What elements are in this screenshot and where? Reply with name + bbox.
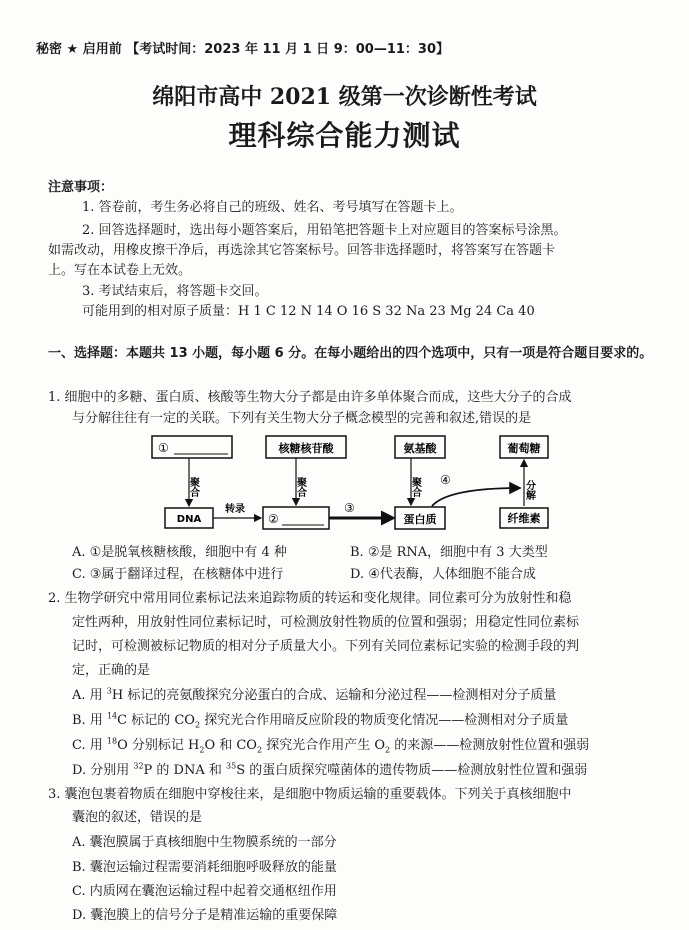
q1-stem-line: 1. 细胞中的多糖、蛋白质、核酸等生物大分子都是由许多单体聚合而成，这些大分子的合成: [48, 390, 572, 405]
exam-subject-title: 理科综合能力测试: [228, 119, 461, 152]
q1-option-b: B. ②是 RNA，细胞中有 3 大类型: [350, 545, 548, 560]
q2-option-d: D. 分别用 $^{32}$P 的 DNA 和 $^{35}$S 的蛋白质探究噬菌体的遗传物质——检测放射性位置和强弱: [72, 761, 588, 778]
box-dna-label: DNA: [176, 514, 202, 525]
note-line: 2. 回答选择题时，选出每小题答案后，用铅笔把答题卡上对应题目的答案标号涂黑。: [82, 223, 567, 238]
note-line: 1. 答卷前，考生务必将自己的班级、姓名、考号填写在答题卡上。: [82, 200, 463, 215]
q3-option-c: C. 内质网在囊泡运输过程中起着交通枢纽作用: [72, 884, 337, 899]
q2-stem-line: 定，正确的是: [72, 663, 151, 678]
note-line: 如需改动，用橡皮擦干净后，再选涂其它答案标号。回答非选择题时，将答案写在答题卡: [48, 243, 556, 258]
atomic-mass-line: 可能用到的相对原子质量：H 1 C 12 N 14 O 16 S 32 Na 23 Mg 24 Ca 40: [82, 304, 535, 319]
q2-option-b: B. 用 $^{14}$C 标记的 $CO_2$ 探究光合作用暗反应阶段的物质变化情况——检测相对分子质量: [72, 711, 569, 730]
polymerize-label: 聚合: [409, 477, 421, 497]
box-1-label: ①: [158, 441, 169, 455]
q3-option-b: B. 囊泡运输过程需要消耗细胞呼吸释放的能量: [72, 860, 337, 875]
exam-title: 绵阳市高中 2021 级第一次诊断性考试: [152, 84, 537, 110]
note-line: 上。写在本试卷上无效。: [48, 263, 192, 278]
box-glucose-label: 葡萄糖: [507, 442, 541, 455]
q3-stem-line: 囊泡的叙述，错误的是: [72, 810, 203, 825]
section-heading: 一、选择题：本题共 13 小题，每小题 6 分。在每小题给出的四个选项中，只有一项是符合题目要求的。: [48, 346, 653, 361]
arrow-3-label: ③: [344, 501, 355, 515]
q1-stem-line: 与分解往往有一定的关联。下列有关生物大分子概念模型的完善和叙述,错误的是: [72, 411, 532, 426]
arrow-4-label: ④: [440, 473, 451, 487]
q2-option-a: A. 用 $^3$H 标记的亮氨酸探究分泌蛋白的合成、运输和分泌过程——检测相对分子质量: [72, 686, 557, 703]
polymerize-label: 聚合: [294, 477, 306, 497]
q3-option-a: A. 囊泡膜属于真核细胞中生物膜系统的一部分: [72, 835, 337, 850]
box-nucleotide-label: 核糖核苷酸: [278, 442, 334, 455]
q1-option-d: D. ④代表酶，人体细胞不能合成: [350, 567, 536, 582]
q3-option-d: D. 囊泡膜上的信号分子是精准运输的重要保障: [72, 908, 338, 923]
q3-stem-line: 3. 囊泡包裹着物质在细胞中穿梭往来，是细胞中物质运输的重要载体。下列关于真核细胞中: [48, 787, 572, 802]
note-line: 3. 考试结束后，将答题卡交回。: [82, 284, 268, 299]
q1-option-a: A. ①是脱氧核糖核酸，细胞中有 4 种: [72, 545, 287, 560]
decompose-label: 分解: [523, 480, 535, 500]
notes-heading: 注意事项：: [48, 180, 114, 195]
box-2-label: ②: [268, 512, 279, 526]
q1-option-c: C. ③属于翻译过程，在核糖体中进行: [72, 567, 284, 582]
box-cellulose-label: 纤维素: [507, 512, 541, 525]
exam-secret-line: 秘密 ★ 启用前 【考试时间：2023 年 11 月 1 日 9：00—11：30】: [36, 42, 450, 57]
polymerize-label: 聚合: [187, 477, 199, 497]
q2-option-c: C. 用 $^{18}$O 分别标记 $H_2O$ 和 $CO_2$ 探究光合作用产生 $O_2$ 的来源——检测放射性位置和强弱: [72, 736, 590, 755]
transcribe-label: 转录: [225, 504, 245, 515]
q2-stem-line: 定性两种，用放射性同位素标记时，可检测放射性物质的位置和强弱；用稳定性同位素标: [72, 615, 580, 630]
q2-stem-line: 2. 生物学研究中常用同位素标记法来追踪物质的转运和变化规律。同位素可分为放射性和稳: [48, 591, 572, 606]
box-amino-label: 氨基酸: [403, 442, 437, 455]
box-protein-label: 蛋白质: [403, 513, 437, 526]
q2-stem-line: 记时，可检测被标记物质的相对分子质量大小。下列有关同位素标记实验的检测手段的判: [72, 639, 580, 654]
